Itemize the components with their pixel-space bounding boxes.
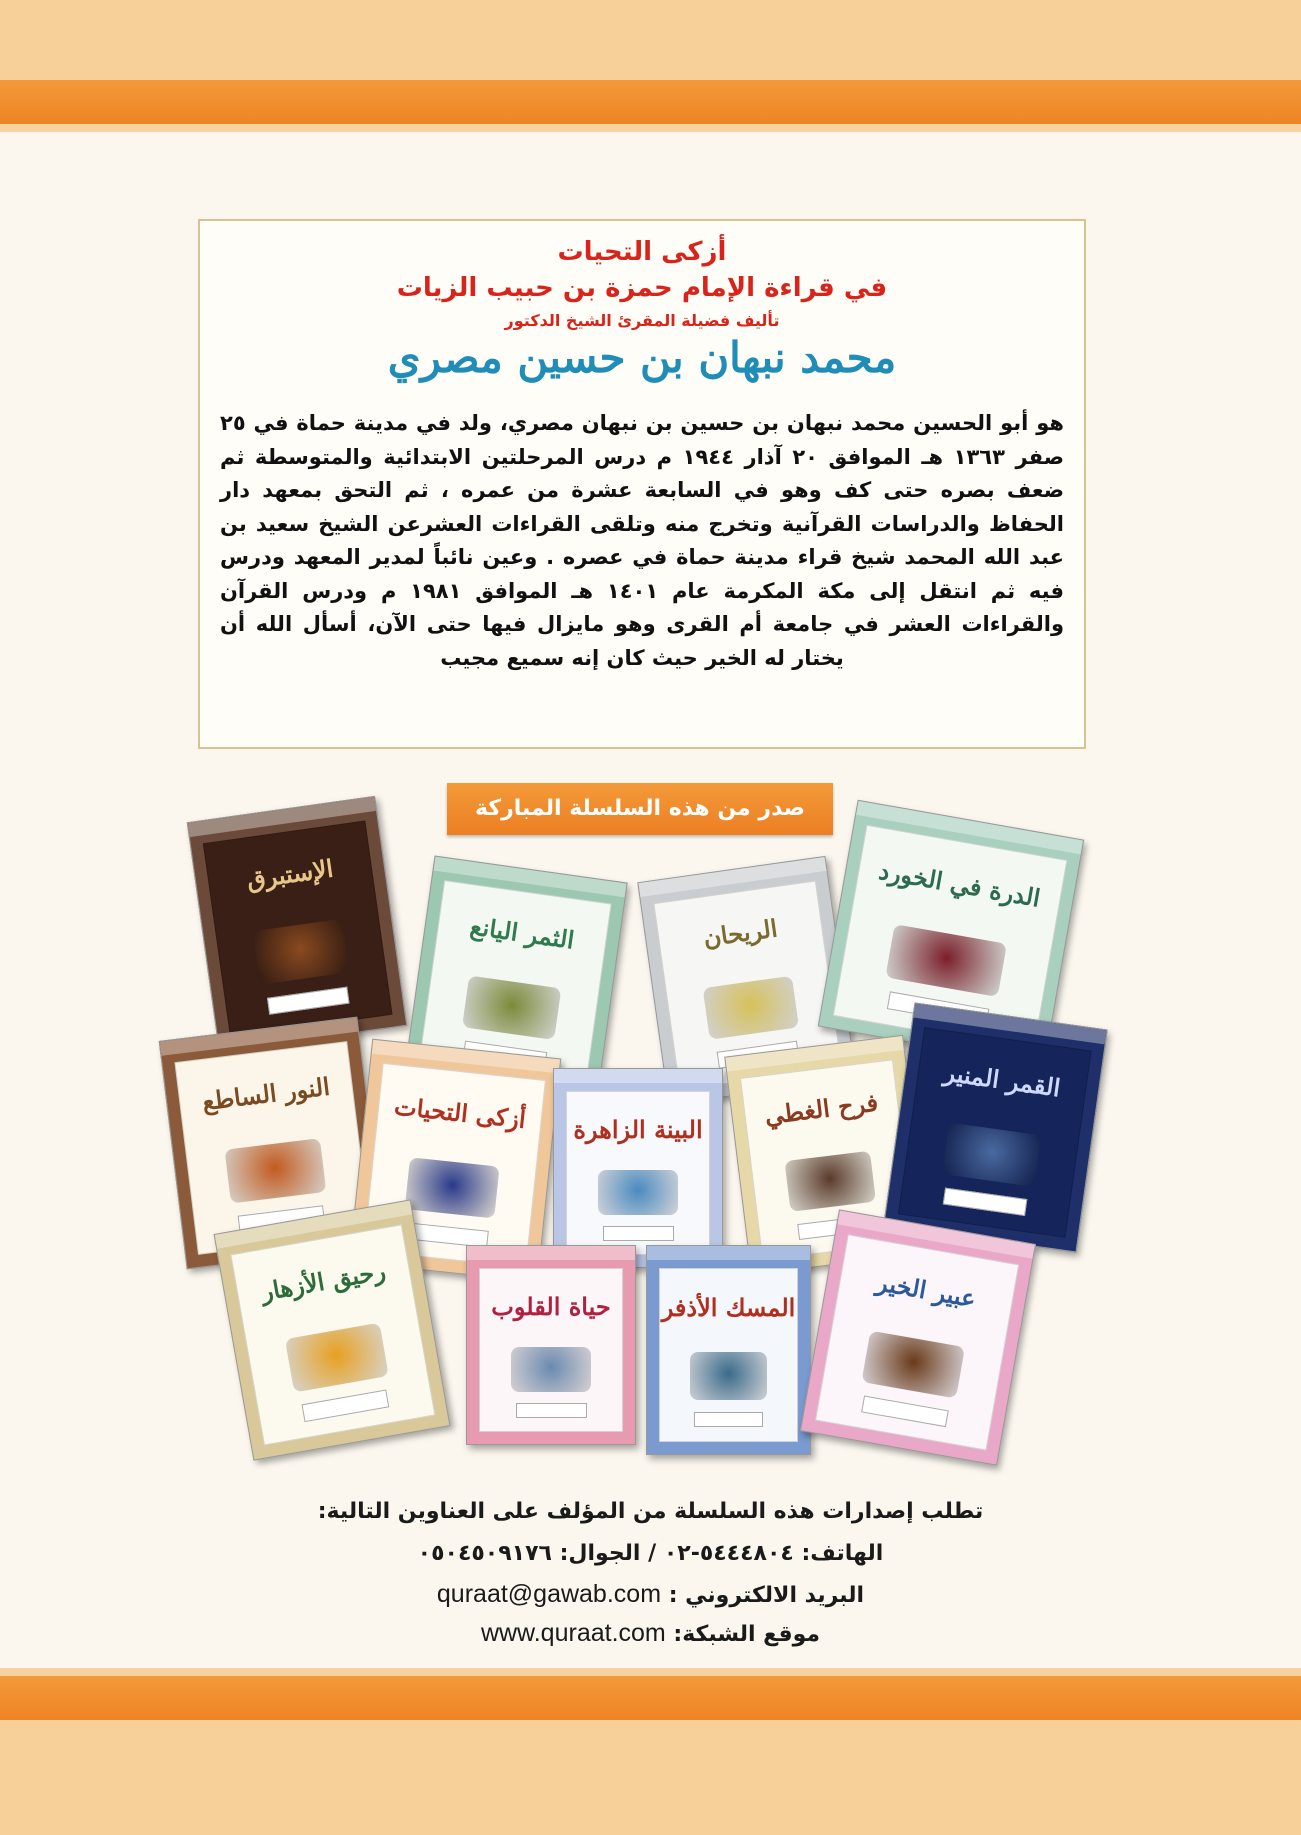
book-cover-title: المسك الأذفر xyxy=(661,1293,796,1323)
top-band-thin xyxy=(0,124,1301,132)
cover-panel xyxy=(203,820,393,1037)
book-cover xyxy=(800,1209,1036,1465)
cover-author-plate xyxy=(861,1396,949,1428)
book-cover-title: الثمر اليانع xyxy=(468,911,577,955)
cover-artwork xyxy=(702,975,799,1039)
email-label: البريد الالكتروني : xyxy=(668,1583,865,1608)
bottom-band-light xyxy=(0,1720,1301,1835)
book-cover xyxy=(187,796,407,1052)
cover-panel xyxy=(815,1234,1019,1450)
cover-panel xyxy=(898,1027,1092,1238)
book-cover-title: القمر المنير xyxy=(942,1057,1063,1103)
cover-artwork xyxy=(690,1352,767,1400)
cover-top-strip xyxy=(647,1246,810,1260)
book-cover-title: حياة القلوب xyxy=(491,1291,611,1321)
series-heading: صدر من هذه السلسلة المباركة xyxy=(447,783,833,835)
cover-panel xyxy=(479,1268,623,1432)
cover-author-plate xyxy=(266,987,349,1016)
book-cover-title: الدرة في الخورد xyxy=(876,855,1043,913)
author-bio-box xyxy=(198,219,1086,749)
bottom-band-orange xyxy=(0,1676,1301,1720)
cover-panel xyxy=(659,1268,798,1442)
book-cover xyxy=(553,1068,723,1268)
book-cover-title: الريحان xyxy=(701,913,780,953)
author-name-calligraphy: محمد نبهان بن حسين مصري xyxy=(387,333,897,382)
book-cover-title: عبير الخير xyxy=(874,1267,979,1314)
book-cover-title: الإستبرق xyxy=(244,853,335,895)
cover-artwork xyxy=(942,1122,1042,1187)
cover-author-plate xyxy=(302,1390,390,1422)
email-line xyxy=(0,1580,1301,1609)
cover-artwork xyxy=(886,924,1007,997)
cover-author-plate xyxy=(516,1403,587,1418)
cover-author-plate xyxy=(603,1226,674,1241)
author-bio-text: هو أبو الحسين محمد نبهان بن حسين بن نبهان مصري، ولد في مدينة حماة في ٢٥ صفر ١٣٦٣ هـ الموافق ٢٠ آذار ١٩٤٤ م درس المرحلتين الابتدائية والمتوسطة ثم ضعف بصره حتى كف وهو في السابعة عشرة من عمره ، ثم التحق بمعهد دار الحفاظ والدراسات القرآنية وتخرج منه وتلقى القراءات العشرعن الشيخ سعيد بن عبد الله المحمد شيخ قراء مدينة حماة في عصره . وعين نائباً لمدير المعهد ودرس فيه ثم انتقل إلى مكة المكرمة عام ١٤٠١ هـ الموافق ١٩٨١ م ودرس القرآن والقراءات العشر في جامعة أم القرى وهو مايزال فيها حتى الآن، أسأل الله أن يختار له الخير حيث كان إنه سميع مجيب xyxy=(220,411,1064,670)
website-address[interactable]: www.quraat.com xyxy=(480,1619,666,1647)
book-cover xyxy=(646,1245,811,1455)
book-cover-title: أزكى التحيات xyxy=(392,1091,528,1135)
book-cover-title: النور الساطع xyxy=(200,1071,332,1116)
cover-artwork xyxy=(598,1170,678,1215)
cover-author-plate xyxy=(943,1188,1028,1216)
website-line xyxy=(0,1619,1301,1648)
cover-artwork xyxy=(861,1330,965,1398)
top-band-orange xyxy=(0,80,1301,124)
top-band-light xyxy=(0,0,1301,80)
cover-top-strip xyxy=(467,1246,635,1260)
cover-artwork xyxy=(511,1347,591,1392)
book-cover-title: البينة الزاهرة xyxy=(573,1114,703,1144)
cover-artwork xyxy=(252,919,349,985)
cover-artwork xyxy=(224,1138,326,1203)
cover-panel xyxy=(566,1091,710,1255)
cover-artwork xyxy=(285,1323,389,1393)
book-title: أزكى التحيات xyxy=(557,237,727,267)
cover-top-strip xyxy=(554,1069,722,1083)
book-cover-title: رحيق الأزهار xyxy=(259,1255,388,1307)
book-cover xyxy=(214,1199,451,1460)
cover-artwork xyxy=(404,1157,500,1219)
book-subtitle: في قراءة الإمام حمزة بن حبيب الزيات xyxy=(396,273,888,303)
email-address[interactable]: quraat@gawab.com xyxy=(436,1580,662,1608)
phone-line: الهاتف: ٥٤٤٤٨٠٤-٠٢ / الجوال: ٠٥٠٤٥٠٩١٧٦ xyxy=(417,1541,884,1566)
book-cover-title: فرح الغطي xyxy=(763,1087,880,1131)
cover-panel xyxy=(230,1224,435,1445)
cover-author-plate xyxy=(694,1412,763,1428)
website-label: موقع الشبكة: xyxy=(673,1622,821,1647)
bottom-band-thin xyxy=(0,1668,1301,1676)
cover-artwork xyxy=(785,1151,876,1212)
book-cover xyxy=(883,1003,1107,1253)
author-prefix: تأليف فضيلة المقرئ الشيخ الدكتور xyxy=(504,311,780,330)
order-info-heading: تطلب إصدارات هذه السلسلة من المؤلف على العناوين التالية: xyxy=(317,1499,984,1524)
cover-artwork xyxy=(462,975,562,1040)
book-cover xyxy=(466,1245,636,1445)
